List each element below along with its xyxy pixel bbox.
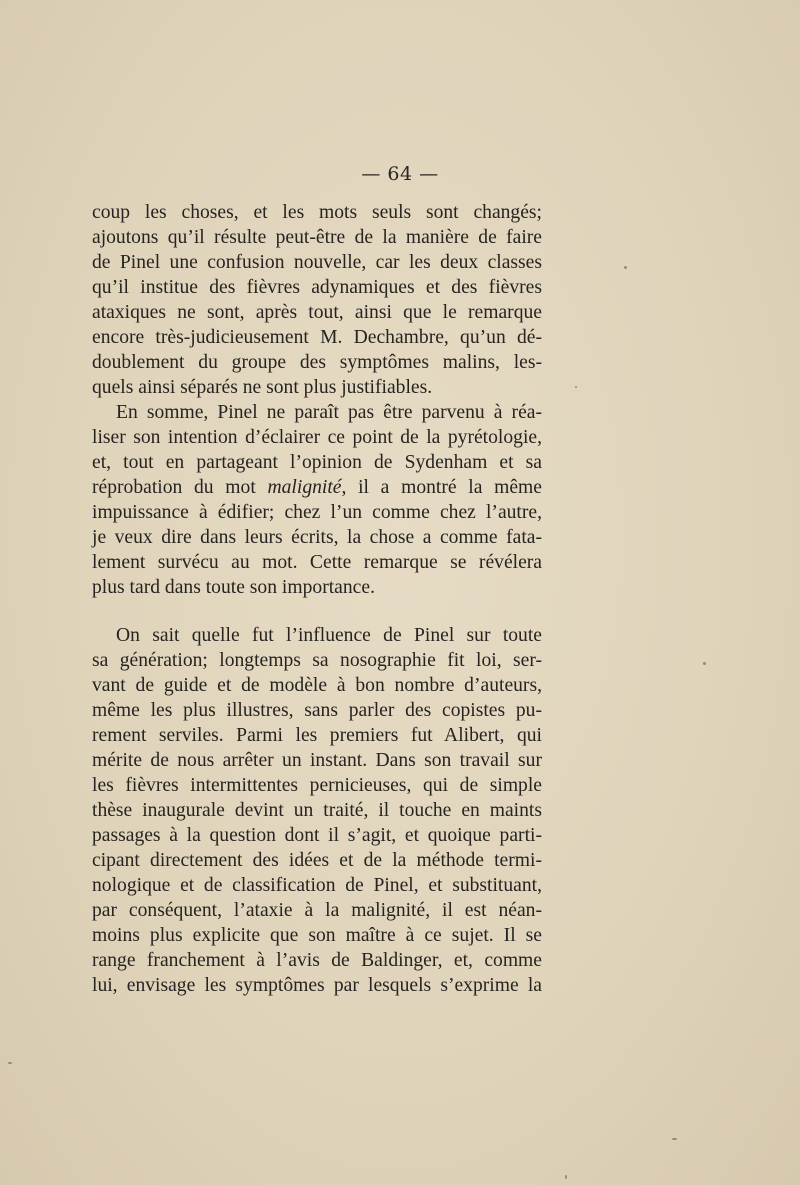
paragraph-gap xyxy=(92,600,542,623)
paper-speck xyxy=(8,1062,12,1064)
text-line: qu’il institue des fièvres adynamiques et des fièvres xyxy=(92,277,542,298)
text-line: ataxiques ne sont, après tout, ainsi que le remarque xyxy=(92,302,542,323)
text-line: sa génération; longtemps sa nosographie fit loi, ser- xyxy=(92,650,542,671)
text-line: quels ainsi séparés ne sont plus justifiables. xyxy=(92,377,433,398)
text-line: nologique et de classification de Pinel, et substituant, xyxy=(92,875,542,896)
text-line: thèse inaugurale devint un traité, il touche en maints xyxy=(92,800,542,821)
text-line: rement serviles. Parmi les premiers fut Alibert, qui xyxy=(92,725,542,746)
text-line: range franchement à l’avis de Baldinger, et, comme xyxy=(92,950,542,971)
text-line: lui, envisage les symptômes par lesquels s’exprime la xyxy=(92,975,542,996)
text-line: même les plus illustres, sans parler des copistes pu- xyxy=(92,700,542,721)
text-span: réprobation du mot xyxy=(92,477,268,498)
text-line: On sait quelle fut l’influence de Pinel sur toute xyxy=(116,625,542,646)
paper-speck xyxy=(703,662,706,665)
text-line: moins plus explicite que son maître à ce sujet. Il se xyxy=(92,925,542,946)
text-line: impuissance à édifier; chez l’un comme chez l’autre, xyxy=(92,502,542,523)
text-line: vant de guide et de modèle à bon nombre d’auteurs, xyxy=(92,675,542,696)
page-number: — 64 — xyxy=(361,163,439,185)
text-line: coup les choses, et les mots seuls sont changés; xyxy=(92,202,542,223)
paragraph-2 xyxy=(92,400,542,600)
text-line: je veux dire dans leurs écrits, la chose a comme fata- xyxy=(92,527,542,548)
paragraph-1 xyxy=(92,200,542,400)
text-line: liser son intention d’éclairer ce point de la pyrétologie, xyxy=(92,427,542,448)
text-line: mérite de nous arrêter un instant. Dans son travail sur xyxy=(92,750,542,771)
text-line: ajoutons qu’il résulte peut-être de la manière de faire xyxy=(92,227,542,248)
text-line: plus tard dans toute son importance. xyxy=(92,577,375,598)
text-line: encore très-judicieusement M. Dechambre, qu’un dé- xyxy=(92,327,542,348)
body-text xyxy=(92,200,542,998)
text-line: et, tout en partageant l’opinion de Sydenham et sa xyxy=(92,452,542,473)
text-line: de Pinel une confusion nouvelle, car les deux classes xyxy=(92,252,542,273)
text-line: les fièvres intermittentes pernicieuses, qui de simple xyxy=(92,775,542,796)
text-line: doublement du groupe des symptômes malins, les- xyxy=(92,352,542,373)
italic-word: malignité xyxy=(267,477,342,498)
paper-speck xyxy=(565,1175,567,1179)
paragraph-3 xyxy=(92,623,542,998)
text-line: passages à la question dont il s’agit, et quoique parti- xyxy=(92,825,542,846)
paper-speck xyxy=(624,266,627,269)
text-line: par conséquent, l’ataxie à la malignité, il est néan- xyxy=(92,900,542,921)
paper-speck xyxy=(672,1138,677,1140)
text-span: , il a montré la même xyxy=(341,477,542,498)
text-line: cipant directement des idées et de la méthode termi- xyxy=(92,850,542,871)
text-line-with-italic xyxy=(92,475,542,500)
text-line: lement survécu au mot. Cette remarque se révélera xyxy=(92,552,542,573)
text-line: En somme, Pinel ne paraît pas être parvenu à réa- xyxy=(116,402,542,423)
paper-speck xyxy=(575,386,577,388)
